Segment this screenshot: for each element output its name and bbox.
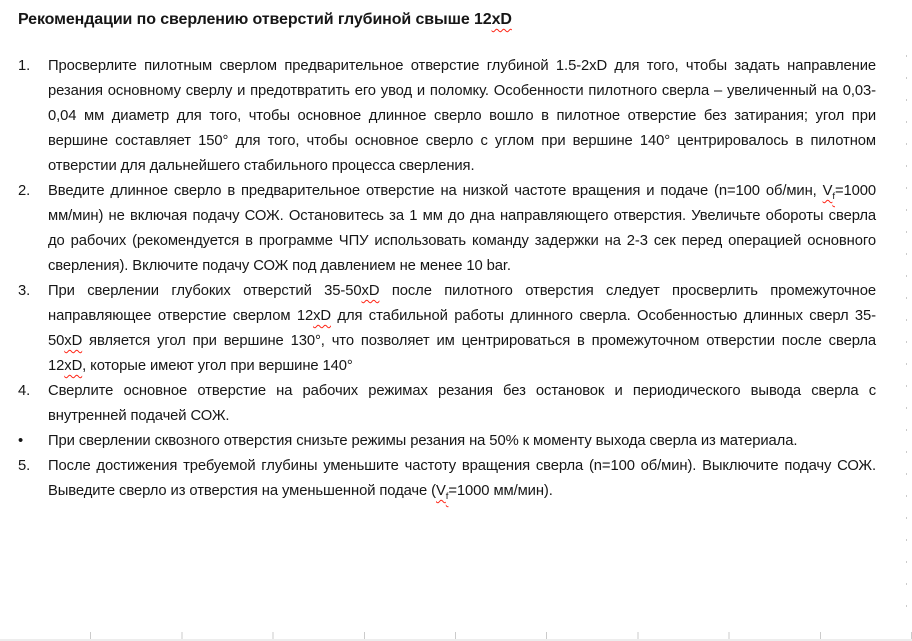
text-run: При сверлении глубоких отверстий 35-50 bbox=[48, 283, 362, 299]
spellcheck-flagged-text: xD bbox=[361, 283, 380, 299]
table-gridline-right bbox=[906, 55, 907, 625]
spellcheck-flagged-text: xD bbox=[64, 358, 83, 374]
list-item-marker: 2. bbox=[18, 183, 31, 199]
list-item-text bbox=[48, 279, 876, 379]
list-item-marker: 5. bbox=[18, 458, 31, 474]
text-run: является угол при вершине 130°, что позволяет им центрироваться в промежуточном отверстии после сверла 12 bbox=[48, 333, 876, 374]
text-run: после пилотного отверстия следует просверлить промежуточное направляющее отверстие сверлом 12 bbox=[48, 283, 876, 324]
list-item bbox=[18, 379, 876, 429]
list-item-text bbox=[48, 454, 876, 504]
list-item-marker: 1. bbox=[18, 58, 31, 74]
list-item bbox=[18, 429, 876, 454]
spellcheck-flagged-text: xD bbox=[313, 308, 331, 324]
text-run: При сверлении сквозного отверстия снизьте режимы резания на 50% к моменту выхода сверла из материала. bbox=[48, 433, 798, 449]
text-run: =1000 мм/мин) не включая подачу СОЖ. Остановитесь за 1 мм до дна направляющего отверстия. Увеличьте обороты сверла до рабочих (рекомендуется в программе ЧПУ использовать команду задержки на 2-3 сек перед операцией основного сверления). Включите подачу СОЖ под давлением не менее 10 bar. bbox=[48, 183, 876, 274]
table-gridline-bottom bbox=[0, 632, 912, 641]
text-run: Рекомендации по сверлению отверстий глубиной свыше 12 bbox=[18, 11, 492, 28]
list-item bbox=[18, 179, 876, 279]
list-item-text bbox=[48, 379, 876, 429]
list-item bbox=[18, 279, 876, 379]
list-item-marker: 4. bbox=[18, 383, 31, 399]
list-item-text bbox=[48, 54, 876, 179]
list-item bbox=[18, 454, 876, 504]
list-item-marker: • bbox=[18, 433, 24, 449]
text-run: Сверлите основное отверстие на рабочих режимах резания без остановок и периодического вывода сверла с внутренней подачей СОЖ. bbox=[48, 383, 876, 424]
text-run: Просверлите пилотным сверлом предварительное отверстие глубиной 1.5-2xD для того, чтобы задать направление резания основному сверлу и предотвратить его увод и поломку. Особенности пилотного сверла – увеличенный на 0,03-0,04 мм диаметр для того, чтобы основное длинное сверло вошло в пилотное отверстие без затирания; угол при вершине составляет 150° для того, чтобы основное сверло с углом при вершине 140° центрировалось в пилотном отверстии для дальнейшего стабильного процесса сверления. bbox=[48, 58, 876, 174]
spellcheck-flagged-text: xD bbox=[491, 11, 512, 28]
list-item-text bbox=[48, 179, 876, 279]
page-title bbox=[18, 10, 876, 30]
text-run: =1000 мм/мин). bbox=[448, 483, 553, 499]
instruction-list bbox=[18, 54, 876, 504]
spellcheck-flagged-text: xD bbox=[64, 333, 83, 349]
spellcheck-flagged-text: V bbox=[436, 483, 446, 499]
text-run: для стабильной работы длинного сверла. Особенностью длинных сверл 35-50 bbox=[48, 308, 876, 349]
list-item-marker: 3. bbox=[18, 283, 31, 299]
text-run: После достижения требуемой глубины уменьшите частоту вращения сверла (n=100 об/мин). Выключите подачу СОЖ. Выведите сверло из отверстия на уменьшенной подаче ( bbox=[48, 458, 876, 499]
text-run: Введите длинное сверло в предварительное отверстие на низкой частоте вращения и подаче (n=100 об/мин, bbox=[48, 183, 823, 199]
text-run: , которые имеют угол при вершине 140° bbox=[82, 358, 353, 374]
spellcheck-flagged-text: V bbox=[822, 183, 833, 199]
spellcheck-flagged-text: f bbox=[445, 490, 449, 502]
list-item-text bbox=[48, 429, 876, 454]
spellcheck-flagged-text: f bbox=[832, 190, 835, 202]
list-item bbox=[18, 54, 876, 179]
